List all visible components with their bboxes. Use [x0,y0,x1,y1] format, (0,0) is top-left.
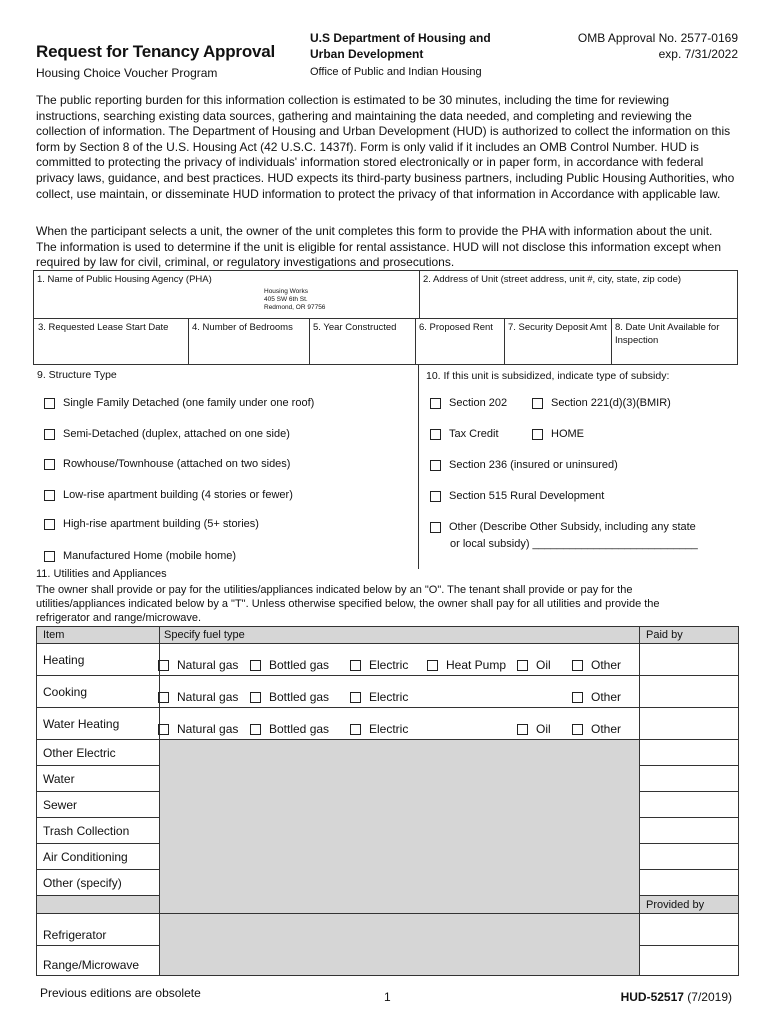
omb-approval [578,30,738,62]
utilities-desc-2: utilities/appliances indicated below by a "T". Unless otherwise specified below, the owner shall pay for all utilities and provide the [36,598,660,610]
option-label: Electric [369,690,409,704]
option-label: Electric [369,658,409,672]
pha-line-3: Redmond, OR 97756 [264,304,326,311]
water-heating-bottled-gas[interactable] [250,722,329,736]
water-heating-natural-gas[interactable] [158,722,238,736]
option-label: Section 236 (insured or uninsured) [449,459,618,471]
date-available-label: 8. Date Unit Available for Inspection [615,322,720,346]
checkbox-icon[interactable] [44,398,55,409]
row-trash-paid[interactable] [640,818,739,844]
col-item-header: Item [37,627,160,644]
structure-high-rise[interactable] [44,518,259,530]
subsidy-home[interactable] [532,428,584,440]
option-label: Oil [536,658,551,672]
pha-address-table [33,270,738,319]
checkbox-icon[interactable] [350,724,361,735]
col-fuel-header: Specify fuel type [160,627,640,644]
heating-other[interactable] [572,658,621,672]
option-label: Natural gas [177,690,239,704]
form-date: (7/2019) [687,990,732,1004]
checkbox-icon[interactable] [572,660,583,671]
security-deposit-cell[interactable] [505,319,612,365]
structure-semi-detached[interactable] [44,428,290,440]
office-name: Office of Public and Indian Housing [310,66,482,78]
option-label: Semi-Detached (duplex, attached on one side) [63,428,290,440]
subsidy-section-515[interactable] [430,490,604,502]
option-label: High-rise apartment building (5+ stories) [63,518,259,530]
row-trash-label: Trash Collection [37,818,160,844]
checkbox-icon[interactable] [430,398,441,409]
department-name [310,30,510,62]
water-heating-oil[interactable] [517,722,551,736]
option-label: Section 515 Rural Development [449,490,605,502]
proposed-rent-cell[interactable] [416,319,505,365]
water-heating-other[interactable] [572,722,621,736]
subsidy-tax-credit[interactable] [430,428,499,440]
structure-low-rise[interactable] [44,489,293,501]
checkbox-icon[interactable] [517,724,528,735]
year-constructed-cell[interactable] [310,319,416,365]
row-other-specify-paid[interactable] [640,870,739,896]
checkbox-icon[interactable] [532,429,543,440]
row-heating-paid[interactable] [640,644,739,676]
utilities-description [36,583,740,625]
pha-name-label: 1. Name of Public Housing Agency (PHA) [37,274,212,285]
row-range-provided[interactable] [640,946,739,976]
checkbox-icon[interactable] [44,490,55,501]
form-subtitle: Housing Choice Voucher Program [36,66,218,80]
checkbox-icon[interactable] [44,551,55,562]
cooking-other[interactable] [572,690,621,704]
form-code: HUD-52517 [620,990,684,1004]
option-label: Oil [536,722,551,736]
gray-appliance-area [160,914,640,976]
row-refrigerator-label: Refrigerator [37,914,160,946]
row-water-heating-paid[interactable] [640,708,739,740]
checkbox-icon[interactable] [350,692,361,703]
structure-manufactured[interactable] [44,550,236,562]
structure-single-family[interactable] [44,397,314,409]
subsidy-other[interactable] [430,521,696,533]
row-refrigerator-provided[interactable] [640,914,739,946]
checkbox-icon[interactable] [158,692,169,703]
option-label: Heat Pump [446,658,507,672]
cooking-natural-gas[interactable] [158,690,238,704]
option-label: Other [591,722,622,736]
option-label: Tax Credit [449,428,499,440]
pha-name-cell[interactable] [34,271,420,319]
heating-electric[interactable] [350,658,408,672]
unit-address-label: 2. Address of Unit (street address, unit #, city, state, zip code) [423,274,682,285]
dept-line-2: Urban Development [310,47,424,61]
option-label: Bottled gas [269,690,330,704]
subsidy-section-202[interactable] [430,397,507,409]
dept-line-1: U.S Department of Housing and [310,31,491,45]
cooking-electric[interactable] [350,690,408,704]
lease-start-label: 3. Requested Lease Start Date [38,322,169,333]
lease-details-table [33,318,738,365]
form-number [621,990,732,1004]
utilities-heading: 11. Utilities and Appliances [36,568,167,580]
omb-number: OMB Approval No. 2577-0169 [577,31,738,45]
row-other-electric-label: Other Electric [37,740,160,766]
row-water-label: Water [37,766,160,792]
row-heating-label: Heating [37,644,160,676]
checkbox-icon[interactable] [572,692,583,703]
utilities-desc-3: refrigerator and range/microwave. [36,612,202,624]
subsidy-other-describe[interactable]: or local subsidy) ___________________________ [450,538,698,550]
unit-address-cell[interactable] [420,271,738,319]
option-label: Low-rise apartment building (4 stories or fewer) [63,489,293,501]
checkbox-icon[interactable] [44,429,55,440]
date-available-cell[interactable] [612,319,738,365]
row-cooking-label: Cooking [37,676,160,708]
heating-heat-pump[interactable] [427,658,506,672]
option-label: Section 221(d)(3)(BMIR) [551,397,671,409]
pha-name-value [264,288,419,312]
row-ac-paid[interactable] [640,844,739,870]
gray-fuel-area [160,740,640,914]
burden-statement: The public reporting burden for this information collection is estimated to be 30 minutes, including the time for reviewing instructions, searching existing data sources, gathering and maintaining the data needed, and completing and reviewing the collection of information. The Department of Housing and Urban Development (HUD) is authorized to collect the information on this form by Section 8 of the U.S. Housing Act (42 U.S.C. 1437f). Form is only valid if it includes an OMB Control Number. HUD is committed to protecting the privacy of individuals' information stored electronically or in paper form, in accordance with federal privacy laws, guidance, and best practices. HUD expects its third-party business partners, including Public Housing Authorities, who collect, use maintain, or disseminate HUD information to protect the privacy of that information in Accordance with applicable law. [36,93,735,201]
row-cooking-paid[interactable] [640,676,739,708]
option-label: Bottled gas [269,658,330,672]
checkbox-icon[interactable] [430,429,441,440]
row-water-paid[interactable] [640,766,739,792]
utilities-desc-1: The owner shall provide or pay for the utilities/appliances indicated below by an "O". The tenant shall provide or pay for the [36,584,633,596]
heating-bottled-gas[interactable] [250,658,329,672]
checkbox-icon[interactable] [44,519,55,530]
checkbox-icon[interactable] [430,522,441,533]
cooking-bottled-gas[interactable] [250,690,329,704]
row-sewer-paid[interactable] [640,792,739,818]
utilities-table [36,626,739,976]
option-label: Rowhouse/Townhouse (attached on two sides) [63,458,291,470]
year-constructed-label: 5. Year Constructed [313,322,397,333]
security-deposit-label: 7. Security Deposit Amt [508,322,607,333]
option-label: Other (Describe Other Subsidy, including any state [449,521,696,533]
checkbox-icon[interactable] [250,660,261,671]
checkbox-icon[interactable] [430,491,441,502]
checkbox-icon[interactable] [517,660,528,671]
option-label: Manufactured Home (mobile home) [63,550,237,562]
proposed-rent-label: 6. Proposed Rent [419,322,493,333]
checkbox-icon[interactable] [250,724,261,735]
option-label: Natural gas [177,722,239,736]
bedrooms-cell[interactable] [189,319,310,365]
option-label: HOME [551,428,584,440]
omb-expiration: exp. 7/31/2022 [658,47,738,61]
subsidy-label: 10. If this unit is subsidized, indicate type of subsidy: [426,370,670,382]
option-label: Other [591,690,622,704]
lease-start-cell[interactable] [34,319,189,365]
row-other-electric-paid[interactable] [640,740,739,766]
option-label: Section 202 [449,397,508,409]
checkbox-icon[interactable] [350,660,361,671]
checkbox-icon[interactable] [44,459,55,470]
option-label: Electric [369,722,409,736]
structure-rowhouse[interactable] [44,458,290,470]
heating-natural-gas[interactable] [158,658,238,672]
option-label: Single Family Detached (one family under one roof) [63,397,315,409]
checkbox-icon[interactable] [532,398,543,409]
page-number: 1 [384,990,391,1004]
water-heating-electric[interactable] [350,722,408,736]
form-title: Request for Tenancy Approval [36,42,276,61]
pha-line-1: Housing Works [264,288,308,295]
provided-by-header: Provided by [640,896,739,914]
checkbox-icon[interactable] [572,724,583,735]
option-label: Natural gas [177,658,239,672]
checkbox-icon[interactable] [250,692,261,703]
subsidy-section-236[interactable] [430,459,618,471]
checkbox-icon[interactable] [158,660,169,671]
purpose-statement: When the participant selects a unit, the owner of the unit completes this form to provide the PHA with information about the unit. The information is used to determine if the unit is eligible for rental assistance. HUD will not disclose this information except when required by law for civil, criminal, or regulatory investigations and prosecutions. [36,224,721,270]
checkbox-icon[interactable] [427,660,438,671]
subsidy-section-221[interactable] [532,397,671,409]
structure-type-label: 9. Structure Type [37,369,117,381]
col-paid-header: Paid by [640,627,739,644]
row-sewer-label: Sewer [37,792,160,818]
bedrooms-label: 4. Number of Bedrooms [192,322,293,333]
option-label: Bottled gas [269,722,330,736]
footer-obsolete-note: Previous editions are obsolete [40,986,201,1000]
row-ac-label: Air Conditioning [37,844,160,870]
checkbox-icon[interactable] [430,460,441,471]
row-other-specify-label: Other (specify) [37,870,160,896]
row-range-label: Range/Microwave [37,946,160,976]
row-water-heating-label: Water Heating [37,708,160,740]
option-label: Other [591,658,622,672]
provided-by-spacer [37,896,160,914]
pha-line-2: 405 SW 6th St. [264,296,308,303]
checkbox-icon[interactable] [158,724,169,735]
heating-oil[interactable] [517,658,551,672]
